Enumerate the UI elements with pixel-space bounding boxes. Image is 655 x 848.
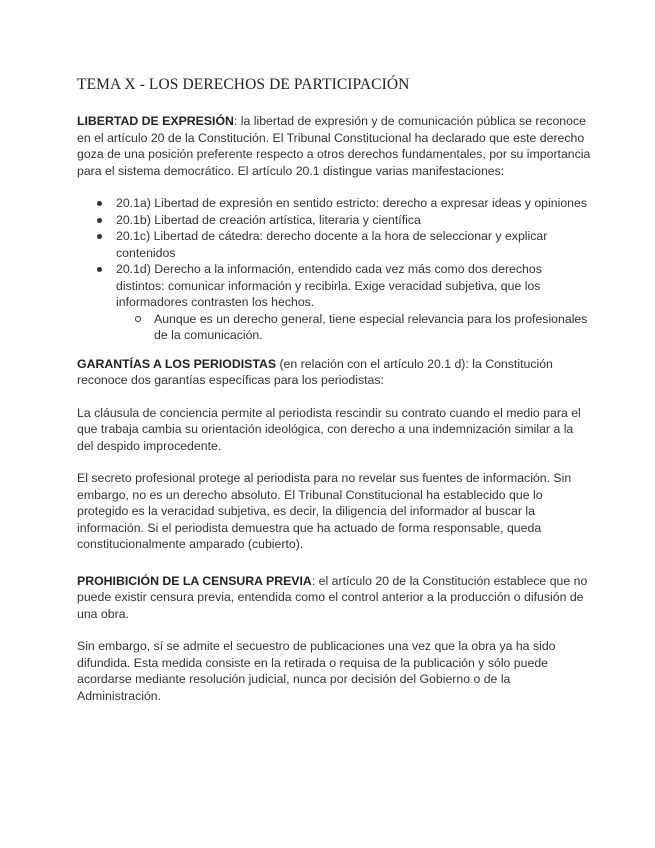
libertad-text: : la libertad de expresión y de comunicación pública se reconoce en el artículo 20 de la Constitución. El Tribunal Constitucional ha declarado que este derecho goza de una posición preferente respecto a otros derechos fundamentales, por su importancia para el sistema democrático. El artículo 20.1 distingue varias manifestaciones: <box>77 114 591 178</box>
bullet-icon <box>97 218 102 223</box>
list-item <box>77 228 592 261</box>
secreto-paragraph: El secreto profesional protege al periodista para no revelar sus fuentes de información. Sin embargo, no es un derecho absoluto. El Tribunal Constitucional ha establecido que lo protegido es la veracidad subjetiva, es decir, la diligencia del informador al buscar la información. Si el periodista demuestra que ha actuado de forma responsable, queda constitucionalmente amparado (cubierto). <box>77 471 572 551</box>
list-item-text: 20.1b) Libertad de creación artística, literaria y científica <box>116 212 421 227</box>
sub-list-item-text: Aunque es un derecho general, tiene especial relevancia para los profesionales de la comunicación. <box>154 311 588 342</box>
censura-heading: PROHIBICIÓN DE LA CENSURA PREVIA <box>77 573 312 588</box>
secuestro-paragraph: Sin embargo, sí se admite el secuestro de publicaciones una vez que la obra ya ha sido difundida. Esta medida consiste en la retirada o requisa de la publicación y sólo puede acordarse mediante resolución judicial, nunca por decisión del Gobierno o de la Administración. <box>77 639 556 703</box>
sub-list <box>116 311 592 344</box>
list-item <box>77 195 592 212</box>
list-item <box>77 212 592 229</box>
hollow-bullet-icon <box>135 316 141 322</box>
sub-list-item <box>116 311 592 344</box>
censura-text: : el artículo 20 de la Constitución establece que no puede existir censura previa, entendida como el control anterior a la producción o difusión de una obra. <box>77 573 588 621</box>
censura-paragraph <box>77 573 592 623</box>
document-page <box>77 74 592 704</box>
list-item-text: 20.1a) Libertad de expresión en sentido estricto: derecho a expresar ideas y opiniones <box>116 196 587 210</box>
list-item-text: 20.1d) Derecho a la información, entendido cada vez más como dos derechos distintos: comunicar información y recibirla. Exige veracidad subjetiva, que los informadores contrasten los hechos. <box>116 262 542 309</box>
page-title: TEMA X - LOS DERECHOS DE PARTICIPACIÓN <box>77 76 410 93</box>
bullet-icon <box>97 234 102 239</box>
bullet-icon <box>97 201 102 206</box>
garantias-heading: GARANTÍAS A LOS PERIODISTAS <box>77 356 277 371</box>
manifestaciones-list <box>77 195 592 344</box>
bullet-icon <box>97 267 102 272</box>
libertad-paragraph <box>77 113 592 179</box>
list-item <box>77 261 592 344</box>
garantias-paragraph <box>77 356 592 389</box>
libertad-heading: LIBERTAD DE EXPRESIÓN <box>77 114 234 128</box>
clausula-paragraph: La cláusula de conciencia permite al periodista rescindir su contrato cuando el medio para el que trabaja cambia su orientación ideológica, con derecho a una indemnización similar a la del despido improcedente. <box>77 405 581 453</box>
list-item-text: 20.1c) Libertad de cátedra: derecho docente a la hora de seleccionar y explicar contenidos <box>116 229 548 260</box>
garantias-text: (en relación con el artículo 20.1 d): la Constitución reconoce dos garantías específicas para los periodistas: <box>77 356 553 387</box>
